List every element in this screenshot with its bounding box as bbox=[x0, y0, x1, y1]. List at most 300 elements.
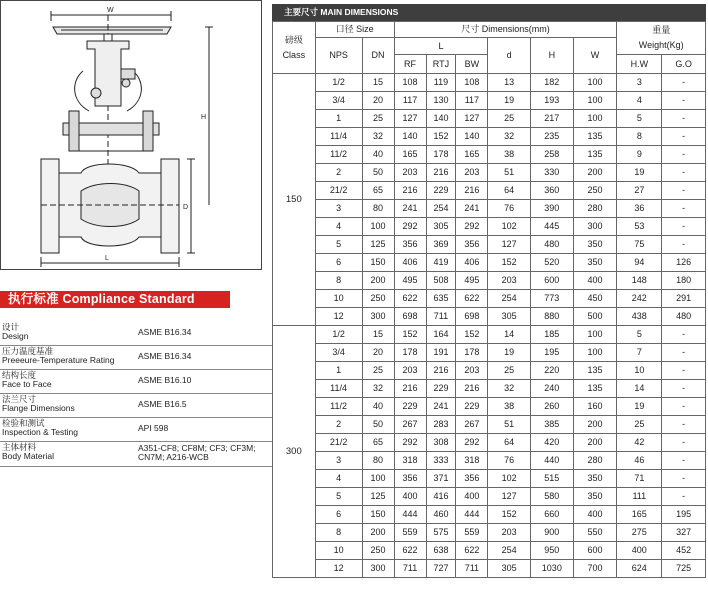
table-cell: 217 bbox=[531, 110, 574, 128]
table-cell: 40 bbox=[362, 398, 394, 416]
table-cell: 38 bbox=[488, 398, 531, 416]
table-cell: 275 bbox=[617, 524, 662, 542]
table-cell: 250 bbox=[362, 542, 394, 560]
table-cell: 25 bbox=[362, 362, 394, 380]
table-cell: 100 bbox=[573, 344, 617, 362]
table-cell: 216 bbox=[426, 362, 456, 380]
table-cell: 27 bbox=[617, 182, 662, 200]
table-cell: 126 bbox=[662, 254, 706, 272]
table-cell: 100 bbox=[362, 218, 394, 236]
valve-drawing bbox=[0, 0, 262, 270]
table-cell: 356 bbox=[394, 470, 426, 488]
table-cell: 21/2 bbox=[315, 434, 362, 452]
table-cell: 4 bbox=[617, 92, 662, 110]
compliance-list bbox=[0, 322, 272, 467]
table-cell: 200 bbox=[362, 272, 394, 290]
table-cell: 495 bbox=[394, 272, 426, 290]
table-cell: - bbox=[662, 326, 706, 344]
table-cell: 64 bbox=[488, 434, 531, 452]
table-cell: 76 bbox=[488, 452, 531, 470]
table-cell: 102 bbox=[488, 470, 531, 488]
valve-diagram bbox=[1, 1, 263, 271]
table-cell: 76 bbox=[488, 200, 531, 218]
table-cell: 42 bbox=[617, 434, 662, 452]
table-cell: - bbox=[662, 416, 706, 434]
table-cell: 7 bbox=[617, 344, 662, 362]
table-cell: 3/4 bbox=[315, 92, 362, 110]
table-cell: 880 bbox=[531, 308, 574, 326]
table-cell: 305 bbox=[426, 218, 456, 236]
table-cell: 711 bbox=[426, 308, 456, 326]
compliance-value: ASME B16.10 bbox=[138, 375, 192, 385]
table-cell: 622 bbox=[456, 542, 488, 560]
table-row bbox=[273, 272, 706, 290]
table-cell: 400 bbox=[573, 506, 617, 524]
table-cell: 11/2 bbox=[315, 146, 362, 164]
table-cell: 350 bbox=[573, 254, 617, 272]
table-cell: 350 bbox=[573, 470, 617, 488]
table-cell: 20 bbox=[362, 92, 394, 110]
dim-d-label: D bbox=[183, 204, 189, 211]
header-d: d bbox=[488, 38, 531, 74]
table-cell: 25 bbox=[617, 416, 662, 434]
table-cell: 254 bbox=[488, 542, 531, 560]
table-cell: 25 bbox=[488, 110, 531, 128]
table-row bbox=[273, 164, 706, 182]
table-cell: 71 bbox=[617, 470, 662, 488]
table-cell: 200 bbox=[573, 164, 617, 182]
table-cell: 440 bbox=[531, 452, 574, 470]
header-weight bbox=[617, 22, 706, 55]
table-row bbox=[273, 128, 706, 146]
table-cell: 127 bbox=[394, 110, 426, 128]
table-cell: 727 bbox=[426, 560, 456, 578]
table-cell: 356 bbox=[456, 236, 488, 254]
table-cell: 165 bbox=[617, 506, 662, 524]
table-cell: 711 bbox=[394, 560, 426, 578]
table-cell: 235 bbox=[531, 128, 574, 146]
table-row bbox=[273, 362, 706, 380]
table-cell: 148 bbox=[617, 272, 662, 290]
table-cell: - bbox=[662, 200, 706, 218]
table-cell: 390 bbox=[531, 200, 574, 218]
table-cell: 267 bbox=[394, 416, 426, 434]
table-cell: 356 bbox=[456, 470, 488, 488]
table-cell: 480 bbox=[531, 236, 574, 254]
table-cell: - bbox=[662, 164, 706, 182]
table-cell: 152 bbox=[394, 326, 426, 344]
table-cell: 400 bbox=[573, 272, 617, 290]
table-cell: 291 bbox=[662, 290, 706, 308]
dim-h-label: H bbox=[201, 114, 207, 121]
table-cell: 698 bbox=[394, 308, 426, 326]
table-cell: 241 bbox=[456, 200, 488, 218]
table-cell: 698 bbox=[456, 308, 488, 326]
table-cell: - bbox=[662, 74, 706, 92]
compliance-label-zh: 结构长度 bbox=[2, 370, 37, 380]
table-cell: 416 bbox=[426, 488, 456, 506]
header-size: 口径 Size bbox=[315, 22, 394, 38]
table-cell: 318 bbox=[456, 452, 488, 470]
table-cell: 495 bbox=[456, 272, 488, 290]
table-cell: 300 bbox=[362, 308, 394, 326]
header-l: L bbox=[394, 38, 488, 55]
table-cell: - bbox=[662, 92, 706, 110]
table-cell: 203 bbox=[394, 362, 426, 380]
table-row bbox=[273, 236, 706, 254]
table-cell: 292 bbox=[456, 434, 488, 452]
compliance-label-zh: 主体材料 bbox=[2, 442, 37, 452]
table-cell: 165 bbox=[394, 146, 426, 164]
table-row bbox=[273, 74, 706, 92]
table-cell: 50 bbox=[362, 416, 394, 434]
table-cell: - bbox=[662, 380, 706, 398]
table-row bbox=[273, 524, 706, 542]
table-cell: 12 bbox=[315, 308, 362, 326]
table-cell: 419 bbox=[426, 254, 456, 272]
header-class bbox=[273, 22, 316, 74]
table-cell: 420 bbox=[531, 434, 574, 452]
table-cell: 127 bbox=[488, 236, 531, 254]
header-h: H bbox=[531, 38, 574, 74]
table-cell: 32 bbox=[362, 128, 394, 146]
table-cell: 100 bbox=[573, 92, 617, 110]
header-rtj: RTJ bbox=[426, 55, 456, 74]
table-cell: 200 bbox=[573, 416, 617, 434]
table-cell: 32 bbox=[488, 128, 531, 146]
table-cell: 36 bbox=[617, 200, 662, 218]
table-cell: 111 bbox=[617, 488, 662, 506]
table-cell: 5 bbox=[315, 488, 362, 506]
table-row bbox=[273, 200, 706, 218]
table-cell: 203 bbox=[488, 524, 531, 542]
table-cell: 241 bbox=[394, 200, 426, 218]
table-cell: 406 bbox=[456, 254, 488, 272]
table-cell: 371 bbox=[426, 470, 456, 488]
table-cell: 11/2 bbox=[315, 398, 362, 416]
table-cell: 15 bbox=[362, 326, 394, 344]
table-cell: 250 bbox=[573, 182, 617, 200]
header-hw: H.W bbox=[617, 55, 662, 74]
table-cell: 508 bbox=[426, 272, 456, 290]
table-cell: 38 bbox=[488, 146, 531, 164]
table-row bbox=[273, 416, 706, 434]
table-cell: 1/2 bbox=[315, 74, 362, 92]
table-cell: 550 bbox=[573, 524, 617, 542]
table-cell: 580 bbox=[531, 488, 574, 506]
table-cell: 622 bbox=[456, 290, 488, 308]
table-cell: 8 bbox=[617, 128, 662, 146]
table-cell: 65 bbox=[362, 434, 394, 452]
table-cell: 308 bbox=[426, 434, 456, 452]
table-cell: 333 bbox=[426, 452, 456, 470]
table-cell: 150 bbox=[362, 254, 394, 272]
table-cell: 350 bbox=[573, 488, 617, 506]
compliance-value: A351-CF8; CF8M; CF3; CF3M; bbox=[138, 443, 256, 453]
table-cell: 2 bbox=[315, 416, 362, 434]
table-cell: 51 bbox=[488, 416, 531, 434]
table-cell: 119 bbox=[426, 74, 456, 92]
table-row bbox=[273, 434, 706, 452]
table-cell: 254 bbox=[488, 290, 531, 308]
compliance-value: ASME B16.5 bbox=[138, 399, 187, 409]
table-cell: 203 bbox=[456, 362, 488, 380]
table-cell: 292 bbox=[394, 218, 426, 236]
table-cell: 327 bbox=[662, 524, 706, 542]
table-cell: 267 bbox=[456, 416, 488, 434]
table-cell: - bbox=[662, 452, 706, 470]
table-cell: 254 bbox=[426, 200, 456, 218]
header-w: W bbox=[573, 38, 617, 74]
header-bw: BW bbox=[456, 55, 488, 74]
table-row bbox=[273, 470, 706, 488]
table-cell: 480 bbox=[662, 308, 706, 326]
table-cell: 3 bbox=[315, 452, 362, 470]
table-cell: 100 bbox=[362, 470, 394, 488]
table-row bbox=[273, 344, 706, 362]
table-cell: 292 bbox=[456, 218, 488, 236]
table-cell: 127 bbox=[456, 110, 488, 128]
table-cell: 445 bbox=[531, 218, 574, 236]
table-cell: 200 bbox=[362, 524, 394, 542]
table-cell: 600 bbox=[531, 272, 574, 290]
compliance-label-en: Inspection & Testing bbox=[2, 427, 78, 437]
class-cell: 150 bbox=[273, 74, 316, 326]
table-cell: 500 bbox=[573, 308, 617, 326]
table-cell: 20 bbox=[362, 344, 394, 362]
table-cell: 600 bbox=[573, 542, 617, 560]
table-cell: 140 bbox=[426, 110, 456, 128]
compliance-label-en: Face to Face bbox=[2, 379, 52, 389]
table-cell: 5 bbox=[617, 110, 662, 128]
table-cell: 242 bbox=[617, 290, 662, 308]
table-cell: 5 bbox=[315, 236, 362, 254]
table-cell: 950 bbox=[531, 542, 574, 560]
table-cell: 330 bbox=[531, 164, 574, 182]
header-nps: NPS bbox=[315, 38, 362, 74]
table-cell: 140 bbox=[394, 128, 426, 146]
table-cell: 305 bbox=[488, 560, 531, 578]
table-cell: 19 bbox=[488, 344, 531, 362]
table-cell: 8 bbox=[315, 272, 362, 290]
table-cell: 94 bbox=[617, 254, 662, 272]
table-cell: 575 bbox=[426, 524, 456, 542]
table-cell: 32 bbox=[488, 380, 531, 398]
table-cell: 165 bbox=[456, 146, 488, 164]
table-cell: 283 bbox=[426, 416, 456, 434]
table-cell: 229 bbox=[394, 398, 426, 416]
table-cell: 150 bbox=[362, 506, 394, 524]
table-cell: 1/2 bbox=[315, 326, 362, 344]
table-cell: 185 bbox=[531, 326, 574, 344]
table-cell: 406 bbox=[394, 254, 426, 272]
table-cell: 300 bbox=[573, 218, 617, 236]
table-cell: 260 bbox=[531, 398, 574, 416]
table-cell: 14 bbox=[617, 380, 662, 398]
table-row bbox=[273, 290, 706, 308]
table-cell: - bbox=[662, 236, 706, 254]
table-cell: 450 bbox=[573, 290, 617, 308]
header-weight-zh: 重量 bbox=[652, 25, 671, 35]
table-cell: 13 bbox=[488, 74, 531, 92]
table-cell: 305 bbox=[488, 308, 531, 326]
table-cell: 127 bbox=[488, 488, 531, 506]
table-cell: 75 bbox=[617, 236, 662, 254]
table-cell: - bbox=[662, 218, 706, 236]
table-cell: 216 bbox=[456, 380, 488, 398]
table-row bbox=[273, 542, 706, 560]
table-cell: 182 bbox=[531, 74, 574, 92]
table-cell: 152 bbox=[426, 128, 456, 146]
dimensions-panel bbox=[272, 4, 706, 578]
table-cell: 444 bbox=[456, 506, 488, 524]
table-row bbox=[273, 146, 706, 164]
table-cell: 300 bbox=[362, 560, 394, 578]
table-cell: 241 bbox=[426, 398, 456, 416]
table-cell: 117 bbox=[456, 92, 488, 110]
table-cell: 4 bbox=[315, 470, 362, 488]
table-cell: 51 bbox=[488, 164, 531, 182]
table-cell: 65 bbox=[362, 182, 394, 200]
table-row bbox=[273, 452, 706, 470]
table-cell: 135 bbox=[573, 380, 617, 398]
table-cell: 635 bbox=[426, 290, 456, 308]
table-cell: 6 bbox=[315, 254, 362, 272]
table-cell: 4 bbox=[315, 218, 362, 236]
table-row bbox=[273, 380, 706, 398]
header-class-en: Class bbox=[282, 49, 306, 60]
table-cell: 1030 bbox=[531, 560, 574, 578]
table-row bbox=[273, 398, 706, 416]
table-cell: 240 bbox=[531, 380, 574, 398]
table-cell: 216 bbox=[394, 182, 426, 200]
table-cell: 638 bbox=[426, 542, 456, 560]
table-cell: 19 bbox=[617, 164, 662, 182]
table-cell: 229 bbox=[456, 398, 488, 416]
table-cell: 164 bbox=[426, 326, 456, 344]
table-cell: 50 bbox=[362, 164, 394, 182]
compliance-label-en: Design bbox=[2, 331, 29, 341]
table-row bbox=[273, 308, 706, 326]
table-cell: 292 bbox=[394, 434, 426, 452]
table-cell: 622 bbox=[394, 542, 426, 560]
table-cell: 178 bbox=[456, 344, 488, 362]
table-cell: 178 bbox=[394, 344, 426, 362]
table-cell: 32 bbox=[362, 380, 394, 398]
table-cell: 80 bbox=[362, 200, 394, 218]
table-cell: 5 bbox=[617, 326, 662, 344]
table-cell: 15 bbox=[362, 74, 394, 92]
table-cell: 40 bbox=[362, 146, 394, 164]
table-cell: 356 bbox=[394, 236, 426, 254]
table-cell: 203 bbox=[394, 164, 426, 182]
table-cell: 318 bbox=[394, 452, 426, 470]
compliance-label-zh: 法兰尺寸 bbox=[2, 394, 37, 404]
table-cell: 100 bbox=[573, 74, 617, 92]
compliance-value: ASME B16.34 bbox=[138, 351, 192, 361]
compliance-row-flange bbox=[0, 394, 272, 418]
table-cell: 360 bbox=[531, 182, 574, 200]
table-cell: 25 bbox=[488, 362, 531, 380]
compliance-value: ASME B16.34 bbox=[138, 327, 192, 337]
compliance-label-en: Body Material bbox=[2, 451, 54, 461]
table-cell: - bbox=[662, 362, 706, 380]
table-cell: 203 bbox=[488, 272, 531, 290]
table-cell: - bbox=[662, 182, 706, 200]
table-cell: 3/4 bbox=[315, 344, 362, 362]
compliance-label-zh: 压力温度基准 bbox=[2, 346, 54, 356]
table-row bbox=[273, 218, 706, 236]
compliance-label-zh: 检验和测试 bbox=[2, 418, 45, 428]
table-row bbox=[273, 560, 706, 578]
table-cell: 385 bbox=[531, 416, 574, 434]
table-cell: 400 bbox=[456, 488, 488, 506]
table-cell: 108 bbox=[456, 74, 488, 92]
table-cell: 216 bbox=[426, 164, 456, 182]
table-cell: 515 bbox=[531, 470, 574, 488]
table-cell: 559 bbox=[394, 524, 426, 542]
table-cell: 725 bbox=[662, 560, 706, 578]
table-cell: 53 bbox=[617, 218, 662, 236]
compliance-row-face-to-face bbox=[0, 370, 272, 394]
table-cell: 2 bbox=[315, 164, 362, 182]
compliance-label-en: Flange Dimensions bbox=[2, 403, 75, 413]
table-cell: 229 bbox=[426, 380, 456, 398]
table-cell: 229 bbox=[426, 182, 456, 200]
table-cell: 203 bbox=[456, 164, 488, 182]
dimensions-table bbox=[272, 21, 706, 578]
table-cell: 1 bbox=[315, 362, 362, 380]
table-cell: 12 bbox=[315, 560, 362, 578]
dim-w-label: W bbox=[107, 7, 114, 14]
table-cell: 10 bbox=[617, 362, 662, 380]
table-cell: 520 bbox=[531, 254, 574, 272]
table-cell: 135 bbox=[573, 362, 617, 380]
table-cell: 25 bbox=[362, 110, 394, 128]
table-cell: 108 bbox=[394, 74, 426, 92]
header-class-zh: 磅级 bbox=[284, 34, 303, 45]
table-cell: - bbox=[662, 488, 706, 506]
header-dimensions: 尺寸 Dimensions(mm) bbox=[394, 22, 617, 38]
table-cell: 193 bbox=[531, 92, 574, 110]
table-cell: 350 bbox=[573, 236, 617, 254]
class-cell: 300 bbox=[273, 326, 316, 578]
dim-l-label: L bbox=[105, 255, 109, 262]
table-cell: 900 bbox=[531, 524, 574, 542]
table-cell: 220 bbox=[531, 362, 574, 380]
table-cell: 280 bbox=[573, 452, 617, 470]
table-cell: 711 bbox=[456, 560, 488, 578]
header-rf: RF bbox=[394, 55, 426, 74]
table-cell: 46 bbox=[617, 452, 662, 470]
table-cell: 10 bbox=[315, 290, 362, 308]
table-cell: 100 bbox=[573, 326, 617, 344]
table-row bbox=[273, 488, 706, 506]
header-dn: DN bbox=[362, 38, 394, 74]
header-go: G.O bbox=[662, 55, 706, 74]
table-cell: 125 bbox=[362, 236, 394, 254]
dimensions-body bbox=[273, 74, 706, 578]
table-cell: - bbox=[662, 434, 706, 452]
table-cell: 624 bbox=[617, 560, 662, 578]
table-row bbox=[273, 254, 706, 272]
table-cell: 191 bbox=[426, 344, 456, 362]
table-cell: 160 bbox=[573, 398, 617, 416]
table-cell: 460 bbox=[426, 506, 456, 524]
table-cell: 559 bbox=[456, 524, 488, 542]
table-cell: 135 bbox=[573, 146, 617, 164]
table-cell: 452 bbox=[662, 542, 706, 560]
